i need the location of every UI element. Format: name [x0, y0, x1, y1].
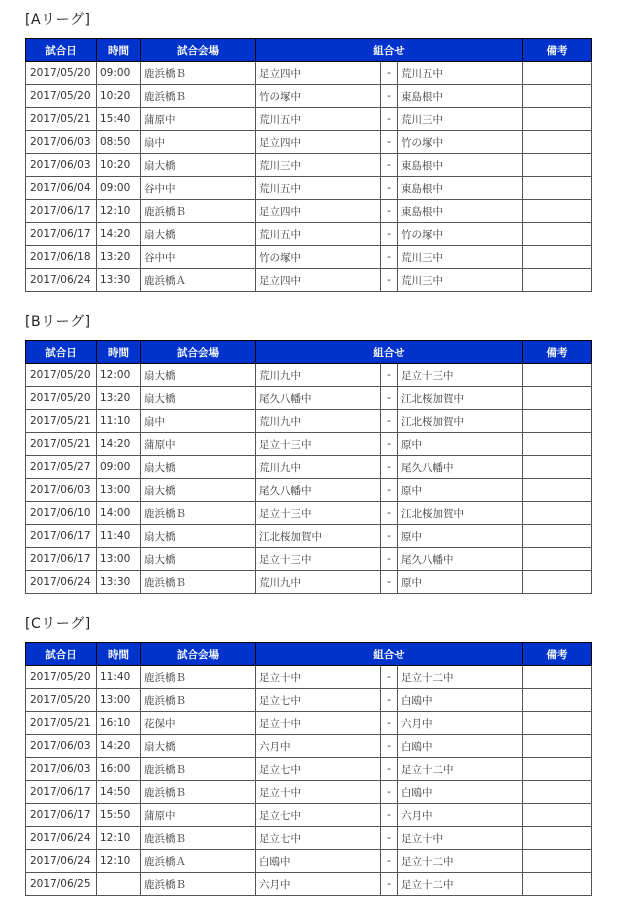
cell-away-team: 原中 [398, 433, 523, 456]
cell-vs-separator: - [381, 364, 398, 387]
cell-date: 2017/06/03 [26, 479, 97, 502]
cell-home-team: 足立四中 [256, 200, 381, 223]
cell-away-team: 足立十二中 [398, 758, 523, 781]
cell-vs-separator: - [381, 433, 398, 456]
table-row [26, 269, 592, 292]
cell-venue: 扇大橋 [141, 223, 256, 246]
header-date: 試合日 [26, 341, 97, 364]
cell-venue: 鹿浜橋Ｂ [141, 689, 256, 712]
cell-home-team: 荒川五中 [256, 108, 381, 131]
cell-home-team: 尾久八幡中 [256, 387, 381, 410]
cell-away-team: 尾久八幡中 [398, 456, 523, 479]
cell-venue: 扇大橋 [141, 735, 256, 758]
table-row [26, 364, 592, 387]
cell-note [523, 387, 592, 410]
header-time: 時間 [97, 39, 141, 62]
cell-away-team: 竹の塚中 [398, 223, 523, 246]
cell-home-team: 竹の塚中 [256, 85, 381, 108]
table-row [26, 781, 592, 804]
cell-vs-separator: - [381, 269, 398, 292]
table-row [26, 410, 592, 433]
cell-date: 2017/05/20 [26, 364, 97, 387]
cell-away-team: 白鴎中 [398, 735, 523, 758]
cell-date: 2017/05/20 [26, 689, 97, 712]
cell-vs-separator: - [381, 873, 398, 896]
cell-away-team: 江北桜加賀中 [398, 387, 523, 410]
cell-date: 2017/05/21 [26, 108, 97, 131]
cell-note [523, 131, 592, 154]
cell-venue: 扇大橋 [141, 387, 256, 410]
table-row [26, 223, 592, 246]
cell-note [523, 433, 592, 456]
cell-away-team: 白鴎中 [398, 781, 523, 804]
table-row [26, 525, 592, 548]
cell-away-team: 原中 [398, 525, 523, 548]
cell-away-team: 東島根中 [398, 177, 523, 200]
cell-date: 2017/06/10 [26, 502, 97, 525]
cell-note [523, 479, 592, 502]
cell-note [523, 246, 592, 269]
cell-note [523, 108, 592, 131]
cell-away-team: 東島根中 [398, 154, 523, 177]
cell-time: 14:20 [97, 433, 141, 456]
table-row [26, 502, 592, 525]
cell-home-team: 尾久八幡中 [256, 479, 381, 502]
table-row [26, 571, 592, 594]
cell-home-team: 荒川五中 [256, 177, 381, 200]
cell-time: 14:20 [97, 735, 141, 758]
table-row [26, 758, 592, 781]
cell-home-team: 足立十三中 [256, 548, 381, 571]
cell-date: 2017/05/21 [26, 433, 97, 456]
cell-date: 2017/06/17 [26, 548, 97, 571]
cell-time: 08:50 [97, 131, 141, 154]
cell-vs-separator: - [381, 666, 398, 689]
cell-venue: 谷中中 [141, 246, 256, 269]
cell-date: 2017/06/24 [26, 269, 97, 292]
cell-away-team: 足立十二中 [398, 850, 523, 873]
cell-date: 2017/05/21 [26, 712, 97, 735]
cell-date: 2017/06/18 [26, 246, 97, 269]
table-row [26, 735, 592, 758]
cell-venue: 鹿浜橋Ｂ [141, 571, 256, 594]
cell-date: 2017/05/20 [26, 387, 97, 410]
cell-date: 2017/06/17 [26, 525, 97, 548]
cell-note [523, 712, 592, 735]
table-row [26, 85, 592, 108]
cell-time: 13:20 [97, 387, 141, 410]
cell-venue: 鹿浜橋Ａ [141, 850, 256, 873]
header-match: 組合せ [256, 39, 523, 62]
cell-vs-separator: - [381, 758, 398, 781]
header-note: 備考 [523, 39, 592, 62]
cell-away-team: 尾久八幡中 [398, 548, 523, 571]
cell-time: 15:40 [97, 108, 141, 131]
cell-date: 2017/06/24 [26, 850, 97, 873]
cell-date: 2017/06/17 [26, 781, 97, 804]
cell-note [523, 873, 592, 896]
table-row [26, 712, 592, 735]
cell-note [523, 62, 592, 85]
cell-note [523, 804, 592, 827]
cell-home-team: 荒川五中 [256, 223, 381, 246]
cell-vs-separator: - [381, 804, 398, 827]
cell-date: 2017/05/20 [26, 85, 97, 108]
cell-note [523, 85, 592, 108]
cell-home-team: 足立七中 [256, 758, 381, 781]
cell-date: 2017/05/20 [26, 62, 97, 85]
cell-note [523, 410, 592, 433]
cell-time: 11:10 [97, 410, 141, 433]
table-row [26, 873, 592, 896]
table-row [26, 479, 592, 502]
cell-time: 11:40 [97, 666, 141, 689]
cell-note [523, 850, 592, 873]
cell-away-team: 荒川三中 [398, 108, 523, 131]
cell-venue: 鹿浜橋Ｂ [141, 85, 256, 108]
cell-away-team: 竹の塚中 [398, 131, 523, 154]
cell-vs-separator: - [381, 246, 398, 269]
cell-time: 12:10 [97, 827, 141, 850]
cell-vs-separator: - [381, 689, 398, 712]
cell-vs-separator: - [381, 571, 398, 594]
cell-note [523, 735, 592, 758]
cell-away-team: 江北桜加賀中 [398, 502, 523, 525]
cell-venue: 鹿浜橋Ｂ [141, 666, 256, 689]
cell-venue: 鹿浜橋Ｂ [141, 502, 256, 525]
table-row [26, 804, 592, 827]
cell-away-team: 荒川三中 [398, 269, 523, 292]
cell-venue: 扇中 [141, 131, 256, 154]
cell-venue: 花保中 [141, 712, 256, 735]
cell-time: 13:00 [97, 689, 141, 712]
cell-time: 12:10 [97, 850, 141, 873]
cell-home-team: 足立七中 [256, 804, 381, 827]
cell-vs-separator: - [381, 108, 398, 131]
cell-vs-separator: - [381, 827, 398, 850]
cell-venue: 蒲原中 [141, 433, 256, 456]
cell-home-team: 白鴎中 [256, 850, 381, 873]
table-row [26, 666, 592, 689]
cell-note [523, 154, 592, 177]
cell-vs-separator: - [381, 781, 398, 804]
cell-note [523, 456, 592, 479]
table-row [26, 433, 592, 456]
cell-venue: 扇大橋 [141, 548, 256, 571]
cell-away-team: 荒川五中 [398, 62, 523, 85]
cell-venue: 扇大橋 [141, 525, 256, 548]
cell-date: 2017/06/24 [26, 827, 97, 850]
cell-time: 10:20 [97, 154, 141, 177]
cell-date: 2017/06/17 [26, 804, 97, 827]
cell-date: 2017/06/17 [26, 223, 97, 246]
cell-home-team: 足立七中 [256, 689, 381, 712]
cell-note [523, 525, 592, 548]
cell-date: 2017/06/03 [26, 154, 97, 177]
cell-date: 2017/06/24 [26, 571, 97, 594]
cell-note [523, 364, 592, 387]
cell-away-team: 足立十二中 [398, 666, 523, 689]
cell-away-team: 六月中 [398, 804, 523, 827]
cell-venue: 鹿浜橋Ｂ [141, 200, 256, 223]
header-time: 時間 [97, 643, 141, 666]
cell-vs-separator: - [381, 502, 398, 525]
cell-note [523, 223, 592, 246]
cell-away-team: 足立十二中 [398, 873, 523, 896]
league-b-title: [Bリーグ] [25, 314, 91, 330]
cell-note [523, 200, 592, 223]
cell-home-team: 江北桜加賀中 [256, 525, 381, 548]
cell-home-team: 足立十三中 [256, 502, 381, 525]
table-row [26, 827, 592, 850]
table-row [26, 548, 592, 571]
cell-venue: 扇大橋 [141, 364, 256, 387]
cell-away-team: 東島根中 [398, 85, 523, 108]
cell-vs-separator: - [381, 177, 398, 200]
cell-home-team: 足立七中 [256, 827, 381, 850]
cell-time: 16:00 [97, 758, 141, 781]
cell-date: 2017/06/03 [26, 735, 97, 758]
cell-note [523, 758, 592, 781]
cell-date: 2017/06/25 [26, 873, 97, 896]
cell-vs-separator: - [381, 200, 398, 223]
cell-home-team: 荒川九中 [256, 571, 381, 594]
cell-home-team: 足立四中 [256, 131, 381, 154]
header-note: 備考 [523, 643, 592, 666]
cell-vs-separator: - [381, 479, 398, 502]
cell-home-team: 足立十中 [256, 666, 381, 689]
table-row [26, 177, 592, 200]
cell-note [523, 666, 592, 689]
cell-vs-separator: - [381, 154, 398, 177]
league-a-table [25, 38, 592, 292]
table-row [26, 108, 592, 131]
cell-venue: 谷中中 [141, 177, 256, 200]
header-match: 組合せ [256, 341, 523, 364]
cell-venue: 鹿浜橋Ｂ [141, 62, 256, 85]
cell-vs-separator: - [381, 712, 398, 735]
table-row [26, 689, 592, 712]
cell-away-team: 六月中 [398, 712, 523, 735]
cell-time: 10:20 [97, 85, 141, 108]
table-row [26, 456, 592, 479]
cell-vs-separator: - [381, 735, 398, 758]
cell-vs-separator: - [381, 548, 398, 571]
cell-venue: 蒲原中 [141, 108, 256, 131]
cell-home-team: 竹の塚中 [256, 246, 381, 269]
cell-home-team: 荒川九中 [256, 364, 381, 387]
table-row [26, 850, 592, 873]
cell-venue: 扇大橋 [141, 456, 256, 479]
cell-venue: 鹿浜橋Ｂ [141, 873, 256, 896]
cell-time [97, 873, 141, 896]
cell-date: 2017/05/27 [26, 456, 97, 479]
cell-note [523, 177, 592, 200]
cell-home-team: 足立四中 [256, 269, 381, 292]
cell-date: 2017/06/04 [26, 177, 97, 200]
cell-date: 2017/06/17 [26, 200, 97, 223]
cell-time: 09:00 [97, 456, 141, 479]
cell-away-team: 足立十三中 [398, 364, 523, 387]
cell-vs-separator: - [381, 850, 398, 873]
league-c-title: [Cリーグ] [25, 616, 91, 632]
cell-home-team: 足立十三中 [256, 433, 381, 456]
cell-home-team: 荒川九中 [256, 456, 381, 479]
cell-away-team: 足立十中 [398, 827, 523, 850]
cell-venue: 鹿浜橋Ｂ [141, 781, 256, 804]
cell-home-team: 六月中 [256, 735, 381, 758]
header-note: 備考 [523, 341, 592, 364]
cell-time: 16:10 [97, 712, 141, 735]
cell-vs-separator: - [381, 525, 398, 548]
header-date: 試合日 [26, 39, 97, 62]
cell-time: 15:50 [97, 804, 141, 827]
cell-time: 13:30 [97, 269, 141, 292]
cell-vs-separator: - [381, 131, 398, 154]
cell-venue: 扇大橋 [141, 154, 256, 177]
cell-time: 12:00 [97, 364, 141, 387]
cell-home-team: 六月中 [256, 873, 381, 896]
cell-home-team: 荒川三中 [256, 154, 381, 177]
cell-away-team: 原中 [398, 571, 523, 594]
table-row [26, 200, 592, 223]
table-row [26, 387, 592, 410]
cell-note [523, 548, 592, 571]
cell-date: 2017/05/21 [26, 410, 97, 433]
cell-date: 2017/06/03 [26, 758, 97, 781]
cell-time: 14:00 [97, 502, 141, 525]
cell-home-team: 足立四中 [256, 62, 381, 85]
cell-note [523, 827, 592, 850]
cell-vs-separator: - [381, 387, 398, 410]
header-date: 試合日 [26, 643, 97, 666]
cell-venue: 鹿浜橋Ｂ [141, 827, 256, 850]
table-row [26, 154, 592, 177]
cell-time: 11:40 [97, 525, 141, 548]
cell-note [523, 781, 592, 804]
table-header-row [26, 643, 592, 666]
cell-away-team: 東島根中 [398, 200, 523, 223]
header-venue: 試合会場 [141, 643, 256, 666]
header-time: 時間 [97, 341, 141, 364]
cell-vs-separator: - [381, 410, 398, 433]
header-match: 組合せ [256, 643, 523, 666]
table-header-row [26, 341, 592, 364]
cell-venue: 鹿浜橋Ｂ [141, 758, 256, 781]
cell-time: 13:00 [97, 479, 141, 502]
cell-venue: 鹿浜橋Ａ [141, 269, 256, 292]
cell-away-team: 江北桜加賀中 [398, 410, 523, 433]
cell-date: 2017/06/03 [26, 131, 97, 154]
league-c-table [25, 642, 592, 896]
table-header-row [26, 39, 592, 62]
cell-venue: 蒲原中 [141, 804, 256, 827]
league-a-title: [Aリーグ] [25, 12, 91, 28]
header-venue: 試合会場 [141, 39, 256, 62]
cell-note [523, 689, 592, 712]
cell-away-team: 原中 [398, 479, 523, 502]
cell-vs-separator: - [381, 456, 398, 479]
cell-home-team: 足立十中 [256, 712, 381, 735]
header-venue: 試合会場 [141, 341, 256, 364]
cell-note [523, 571, 592, 594]
cell-vs-separator: - [381, 62, 398, 85]
cell-away-team: 荒川三中 [398, 246, 523, 269]
cell-time: 13:00 [97, 548, 141, 571]
cell-note [523, 269, 592, 292]
cell-time: 13:30 [97, 571, 141, 594]
cell-time: 09:00 [97, 177, 141, 200]
cell-time: 14:50 [97, 781, 141, 804]
table-row [26, 62, 592, 85]
cell-date: 2017/05/20 [26, 666, 97, 689]
table-row [26, 246, 592, 269]
cell-time: 09:00 [97, 62, 141, 85]
table-row [26, 131, 592, 154]
cell-time: 12:10 [97, 200, 141, 223]
cell-time: 14:20 [97, 223, 141, 246]
cell-home-team: 足立十中 [256, 781, 381, 804]
cell-vs-separator: - [381, 85, 398, 108]
cell-vs-separator: - [381, 223, 398, 246]
cell-note [523, 502, 592, 525]
league-b-table [25, 340, 592, 594]
cell-time: 13:20 [97, 246, 141, 269]
cell-venue: 扇大橋 [141, 479, 256, 502]
cell-home-team: 荒川九中 [256, 410, 381, 433]
cell-away-team: 白鴎中 [398, 689, 523, 712]
cell-venue: 扇中 [141, 410, 256, 433]
